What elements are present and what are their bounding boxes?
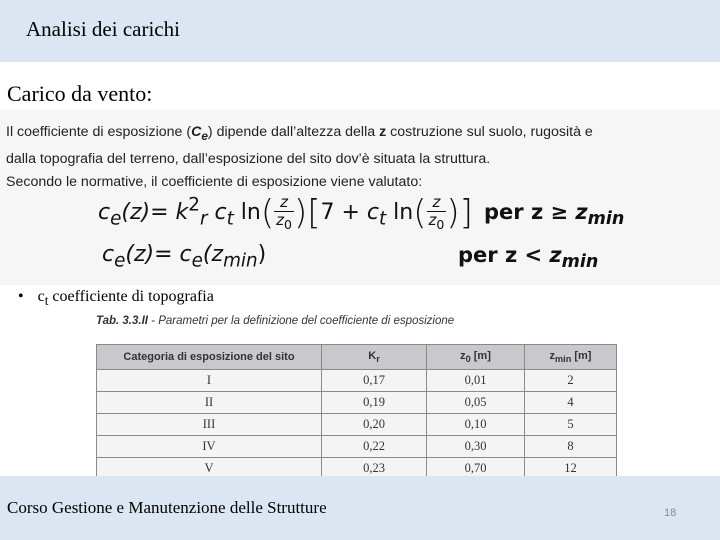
cell-kr: 0,23 — [322, 458, 427, 480]
cell-zmin: 12 — [525, 458, 617, 480]
course-title: Corso Gestione e Manutenzione delle Strutture — [7, 498, 327, 517]
page-title: Analisi dei carichi — [26, 17, 180, 41]
header-bar — [0, 0, 720, 62]
paragraph-line-1: Il coefficiente di esposizione $(C_e)$ dipende dall’altezza della z costruzione sul suolo, rugosità e — [6, 124, 593, 143]
section-subtitle: Carico da vento: — [7, 81, 153, 106]
cell-zmin: 2 — [525, 370, 617, 392]
table-row — [97, 392, 617, 414]
bullet-icon: • — [18, 288, 24, 305]
cell-category: IV — [97, 436, 322, 458]
table-row — [97, 370, 617, 392]
cell-kr: 0,22 — [322, 436, 427, 458]
cell-category: V — [97, 458, 322, 480]
cell-zmin: 4 — [525, 392, 617, 414]
paragraph-line-2: dalla topografia del terreno, dall’esposizione del sito dov’è situata la struttura. — [6, 150, 491, 167]
formula-exposure-min: $c_e(z)= c_e(z_{min})$ — [102, 242, 267, 272]
cell-z0: 0,05 — [427, 392, 525, 414]
paragraph-line-3: Secondo le normative, il coefficiente di esposizione viene valutato: — [6, 173, 423, 190]
formula-condition-1: per $z \ge z_{min}$ — [484, 200, 625, 230]
formula-condition-2: per $z < z_{min}$ — [458, 243, 599, 273]
cell-z0: 0,10 — [427, 414, 525, 436]
page-number: 18 — [664, 507, 677, 519]
header-kr: $K_r$ — [322, 345, 427, 370]
parameters-table — [96, 344, 617, 480]
description-paragraph — [6, 121, 718, 194]
bullet-item: • $c_t$ coefficiente di topografia — [18, 288, 214, 309]
cell-category: III — [97, 414, 322, 436]
header-zmin: $z_{min}$ [m] — [525, 345, 617, 370]
parameters-table-wrapper — [96, 344, 617, 475]
cell-z0: 0,70 — [427, 458, 525, 480]
cell-kr: 0,20 — [322, 414, 427, 436]
cell-kr: 0,17 — [322, 370, 427, 392]
header-category: Categoria di esposizione del sito — [97, 345, 322, 370]
cell-kr: 0,19 — [322, 392, 427, 414]
formula-exposure-coefficient: $c_e(z)= k^2_r$ $c_t$ ln( $\frac{z}{z_0}$ )[$7 + c_t$ ln( $\frac{z}{z_0}$ )] — [98, 192, 473, 233]
table-row — [97, 414, 617, 436]
table-row — [97, 436, 617, 458]
cell-zmin: 8 — [525, 436, 617, 458]
cell-z0: 0,30 — [427, 436, 525, 458]
cell-zmin: 5 — [525, 414, 617, 436]
header-z0: $z_0$ [m] — [427, 345, 525, 370]
cell-category: I — [97, 370, 322, 392]
table-header-row — [97, 345, 617, 370]
cell-z0: 0,01 — [427, 370, 525, 392]
table-caption: Tab. 3.3.II - Parametri per la definizione del coefficiente di esposizione — [96, 315, 455, 327]
cell-category: II — [97, 392, 322, 414]
